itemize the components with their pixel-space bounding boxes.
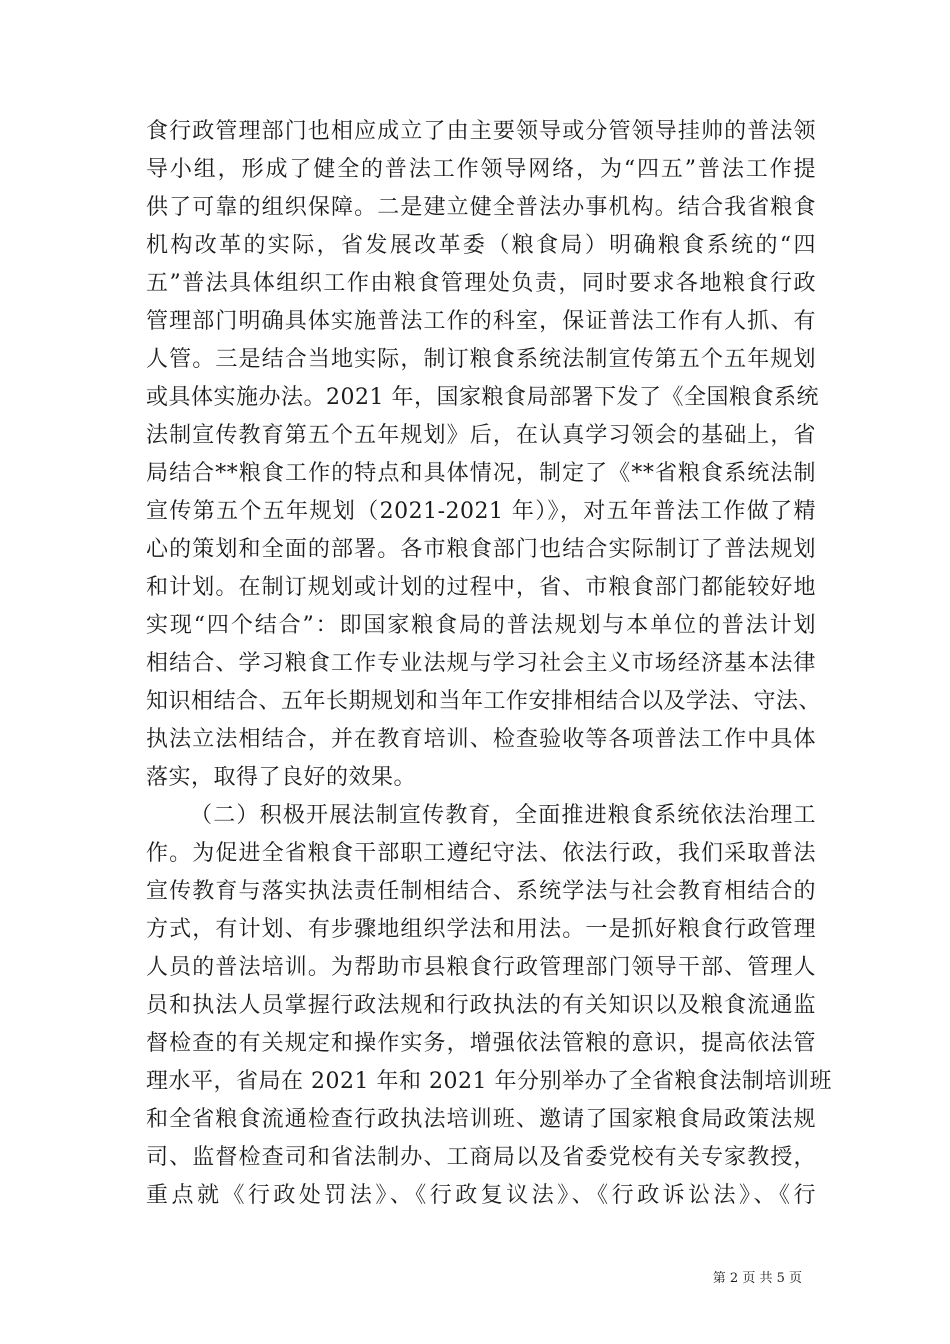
text-line-29: 重点就《行政处罚法》、《行政复议法》、《行政诉讼法》、《行 (146, 1183, 816, 1208)
text-line-25: 督检查的有关规定和操作实务，增强依法管粮的意识，提高依法管 (146, 1031, 816, 1056)
text-line-7: 人管。三是结合当地实际，制订粮食系统法制宣传第五个五年规划 (146, 347, 816, 372)
text-line-6: 管理部门明确具体实施普法工作的科室，保证普法工作有人抓、有 (146, 309, 816, 334)
section-heading-line: （二）积极开展法制宣传教育，全面推进粮食系统依法治理工 (190, 803, 816, 828)
text-line-4: 机构改革的实际，省发展改革委（粮食局）明确粮食系统的“四 (146, 233, 816, 258)
text-line-5: 五”普法具体组织工作由粮食管理处负责，同时要求各地粮食行政 (146, 271, 816, 296)
text-line-12: 心的策划和全面的部署。各市粮食部门也结合实际制订了普法规划 (146, 537, 816, 562)
text-line-10: 局结合**粮食工作的特点和具体情况，制定了《**省粮食系统法制 (146, 461, 816, 486)
text-line-3: 供了可靠的组织保障。二是建立健全普法办事机构。结合我省粮食 (146, 195, 816, 220)
body-text (146, 113, 832, 1215)
text-line-26: 理水平，省局在 2021 年和 2021 年分别举办了全省粮食法制培训班 (146, 1069, 832, 1094)
text-line-23: 人员的普法培训。为帮助市县粮食行政管理部门领导干部、管理人 (146, 955, 816, 980)
text-line-13: 和计划。在制订规划或计划的过程中，省、市粮食部门都能较好地 (146, 575, 816, 600)
text-line-9: 法制宣传教育第五个五年规划》后，在认真学习领会的基础上，省 (146, 423, 816, 448)
text-line-27: 和全省粮食流通检查行政执法培训班、邀请了国家粮食局政策法规 (146, 1107, 816, 1132)
text-line-20: 作。为促进全省粮食干部职工遵纪守法、依法行政，我们采取普法 (146, 841, 816, 866)
page-number-footer: 第 2 页 共 5 页 (712, 1271, 802, 1286)
text-line-16: 知识相结合、五年长期规划和当年工作安排相结合以及学法、守法、 (146, 689, 822, 714)
text-line-21: 宣传教育与落实执法责任制相结合、系统学法与社会教育相结合的 (146, 879, 816, 904)
text-line-8: 或具体实施办法。2021 年，国家粮食局部署下发了《全国粮食系统 (146, 385, 819, 410)
text-line-24: 员和执法人员掌握行政法规和行政执法的有关知识以及粮食流通监 (146, 993, 816, 1018)
text-line-22: 方式，有计划、有步骤地组织学法和用法。一是抓好粮食行政管理 (146, 917, 816, 942)
text-line-2: 导小组，形成了健全的普法工作领导网络，为“四五”普法工作提 (146, 157, 816, 182)
text-line-14: 实现“四个结合”：即国家粮食局的普法规划与本单位的普法计划 (146, 613, 816, 638)
text-line-18: 落实，取得了良好的效果。 (146, 765, 417, 790)
text-line-1: 食行政管理部门也相应成立了由主要领导或分管领导挂帅的普法领 (146, 119, 816, 144)
text-line-28: 司、监督检查司和省法制办、工商局以及省委党校有关专家教授， (146, 1145, 816, 1170)
text-line-17: 执法立法相结合，并在教育培训、检查验收等各项普法工作中具体 (146, 727, 816, 752)
text-line-11: 宣传第五个五年规划（2021-2021 年）》，对五年普法工作做了精 (146, 499, 816, 524)
text-line-15: 相结合、学习粮食工作专业法规与学习社会主义市场经济基本法律 (146, 651, 816, 676)
